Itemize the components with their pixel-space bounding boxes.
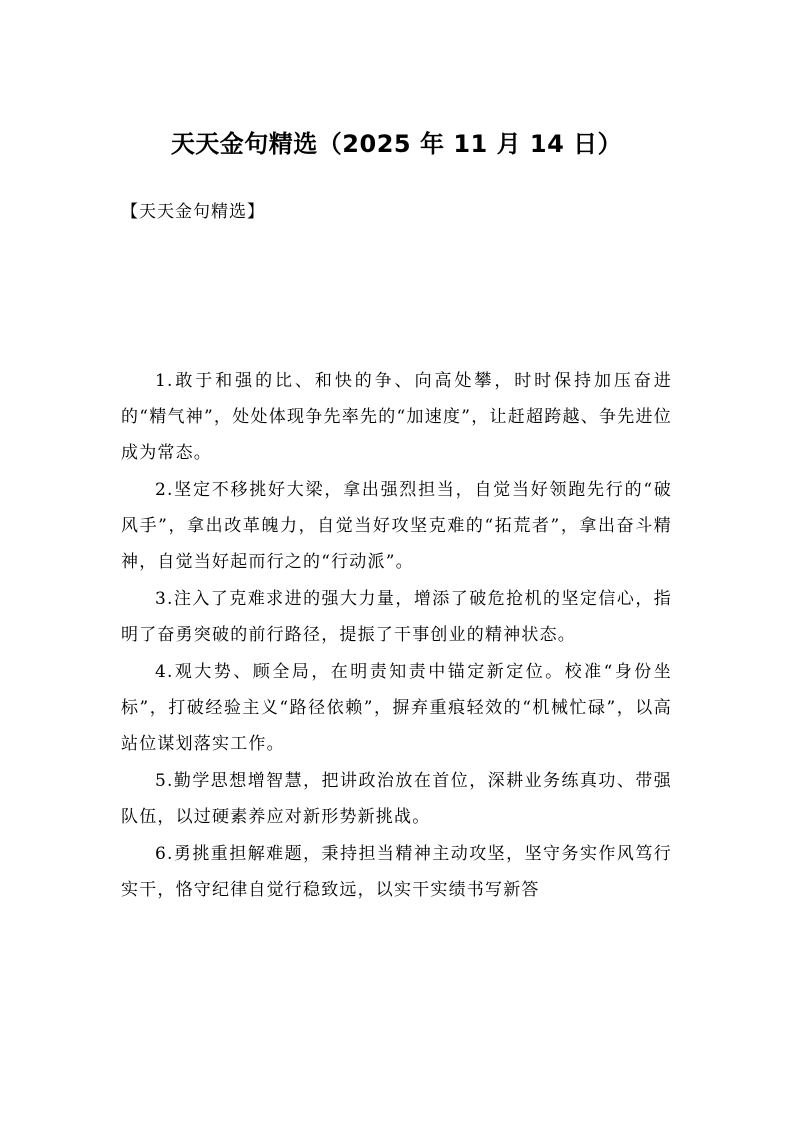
document-title: 天天金句精选（2025 年 11 月 14 日） (170, 130, 623, 158)
section-label: 【天天金句精选】 (121, 202, 265, 222)
quote-item-6: 6.勇挑重担解难题，秉持担当精神主动攻坚，坚守务实作风笃行实干，恪守纪律自觉行稳致远，以实干实绩书写新答 (121, 844, 672, 900)
quote-item-3: 3.注入了克难求进的强大力量，增添了破危抢机的坚定信心，指明了奋勇突破的前行路径，提振了干事创业的精神状态。 (121, 589, 672, 645)
quote-item-4: 4.观大势、顾全局，在明责知责中锚定新定位。校准“身份坐标”，打破经验主义“路径依赖”，摒弃重痕轻效的“机械忙碌”，以高站位谋划落实工作。 (121, 662, 672, 754)
quote-item-1: 1.敢于和强的比、和快的争、向高处攀，时时保持加压奋进的“精气神”，处处体现争先率先的“加速度”，让赶超跨越、争先进位成为常态。 (121, 371, 672, 463)
quote-item-2: 2.坚定不移挑好大梁，拿出强烈担当，自觉当好领跑先行的“破风手”，拿出改革魄力，自觉当好攻坚克难的“拓荒者”，拿出奋斗精神，自觉当好起而行之的“行动派”。 (121, 480, 672, 572)
quote-item-5: 5.勤学思想增智慧，把讲政治放在首位，深耕业务练真功、带强队伍，以过硬素养应对新形势新挑战。 (121, 771, 672, 827)
quote-list (121, 363, 672, 909)
